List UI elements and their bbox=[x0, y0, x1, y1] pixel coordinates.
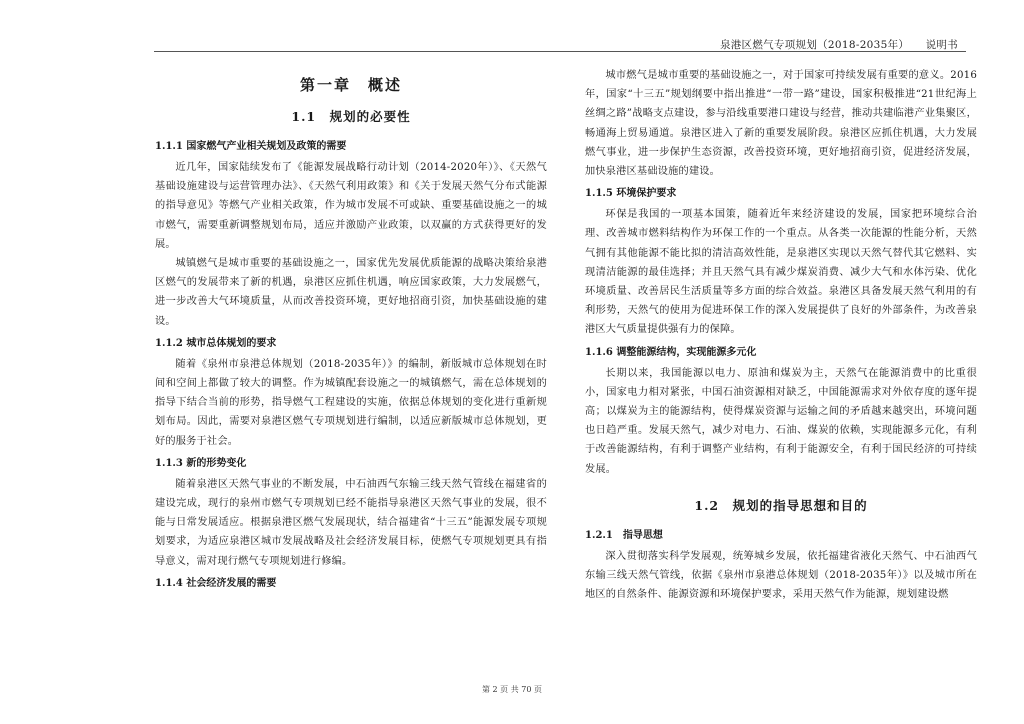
header-text bbox=[720, 37, 958, 52]
subsection-title-1-1-6: 1.1.6 调整能源结构，实现能源多元化 bbox=[585, 346, 757, 358]
subsection-title-1-1-5: 1.1.5 环境保护要求 bbox=[585, 188, 677, 200]
paragraph: 随着《泉州市泉港总体规划（2018-2035年）》的编制，新版城市总体规划在时间和空间上都做了较大的调整。作为城镇配套设施之一的城镇燃气，需在总体规划的指导下结合当前的形势，指导燃气工程建设的实施，依据总体规划的变化进行重新规划布局。因此，需要对泉港区燃气专项规划进行编制，以适应新版城市总体规划，更好的服务于社会。 bbox=[155, 358, 547, 447]
subsection-title-1-1-4: 1.1.4 社会经济发展的需要 bbox=[155, 577, 277, 589]
paragraph: 城镇燃气是城市重要的基础设施之一，国家优先发展优质能源的战略决策给泉港区燃气的发展带来了新的机遇，泉港区应抓住机遇，响应国家政策，大力发展燃气，进一步改善大气环境质量，从而改善投资环境，更好地招商引资，加快基础设施的建设。 bbox=[155, 258, 547, 327]
header-doc-title: 泉港区燃气专项规划（2018-2035年） bbox=[719, 39, 904, 51]
page-header bbox=[154, 36, 966, 52]
paragraph: 近几年，国家陆续发布了《能源发展战略行动计划（2014-2020年）》、《天然气基础设施建设与运营管理办法》、《天然气利用政策》和《关于发展天然气分布式能源的指导意见》等燃气产业相关政策，作为城市发展不可或缺、重要基础设施之一的城市燃气，需要重新调整规划布局，适应并激励产业政策，以双赢的方式获得更好的发展。 bbox=[155, 162, 547, 250]
section-title-1-1: 1.1 规划的必要性 bbox=[291, 109, 411, 124]
paragraph: 随着泉港区天然气事业的不断发展，中石油西气东输三线天然气管线在福建省的建设完成，现行的泉州市燃气专项规划已经不能指导泉港区天然气事业的发展，很不能与日常发展适应。根据泉港区燃气发展现状，结合福建省“十三五”能源发展专项规划要求，为适应泉港区城市发展战略及社会经济发展目标，使燃气专项规划更具有指导意义，需对现行燃气专项规划进行修编。 bbox=[155, 478, 547, 567]
right-column bbox=[585, 66, 977, 604]
section-title-1-2: 1.2 规划的指导思想和目的 bbox=[694, 497, 868, 513]
paragraph: 深入贯彻落实科学发展观，统筹城乡发展，依托福建省液化天然气、中石油西气东输三线天然气管线，依据《泉州市泉港总体规划（2018-2035年）》以及城市所在地区的自然条件、能源资源和环境保护要求，采用天然气作为能源，规划建设燃 bbox=[585, 550, 977, 601]
paragraph: 城市燃气是城市重要的基础设施之一，对于国家可持续发展有重要的意义。2016年，国家“十三五”规划纲要中指出推进“一带一路”建设，国家积极推进“21世纪海上丝绸之路”战略支点建设，参与沿线重要港口建设与经营，推动共建临港产业集聚区，畅通海上贸易通道。泉港区进入了新的重要发展阶段。泉港区应抓住机遇，大力发展燃气事业，进一步保护生态资源，改善投资环境，更好地招商引资，促进经济发展，加快泉港区基础设施的建设。 bbox=[585, 70, 977, 178]
paragraph: 环保是我国的一项基本国策，随着近年来经济建设的发展，国家把环境综合治理、改善城市燃料结构作为环保工作的一个重点。从各类一次能源的性能分析，天然气拥有其他能源不能比拟的清洁高效性能，是泉港区实现以天然气替代其它燃料、实现清洁能源的最佳选择；并且天然气具有减少煤炭消费、减少大气和水体污染、优化环境质量、改善居民生活质量等多方面的综合效益。泉港区具备发展天然气利用的有利形势，天然气的使用为促进环保工作的深入发展提供了良好的外部条件，为改善泉港区大气质量提供强有力的保障。 bbox=[585, 209, 977, 336]
paragraph: 长期以来，我国能源以电力、原油和煤炭为主，天然气在能源消费中的比重很小，国家电力相对紧张，中国石油资源相对缺乏，中国能源需求对外依存度的逐年提高；以煤炭为主的能源结构，使得煤炭资源与运输之间的矛盾越来越突出，环境问题也日趋严重。发展天然气，减少对电力、石油、煤炭的依赖，实现能源多元化，有利于改善能源结构，有利于调整产业结构，有利于能源安全，有利于国民经济的可持续发展。 bbox=[585, 367, 977, 475]
subsection-title-1-2-1: 1.2.1 指导思想 bbox=[585, 529, 663, 541]
subsection-title-1-1-2: 1.1.2 城市总体规划的要求 bbox=[155, 337, 277, 349]
chapter-title: 第一章 概述 bbox=[299, 76, 402, 94]
subsection-title-1-1-1: 1.1.1 国家燃气产业相关规划及政策的需要 bbox=[155, 141, 347, 152]
subsection-title-1-1-3: 1.1.3 新的形势变化 bbox=[155, 457, 247, 469]
page-number: 第 2 页 共 70 页 bbox=[482, 685, 542, 694]
header-doc-type: 说明书 bbox=[925, 39, 958, 51]
left-column bbox=[155, 66, 547, 595]
